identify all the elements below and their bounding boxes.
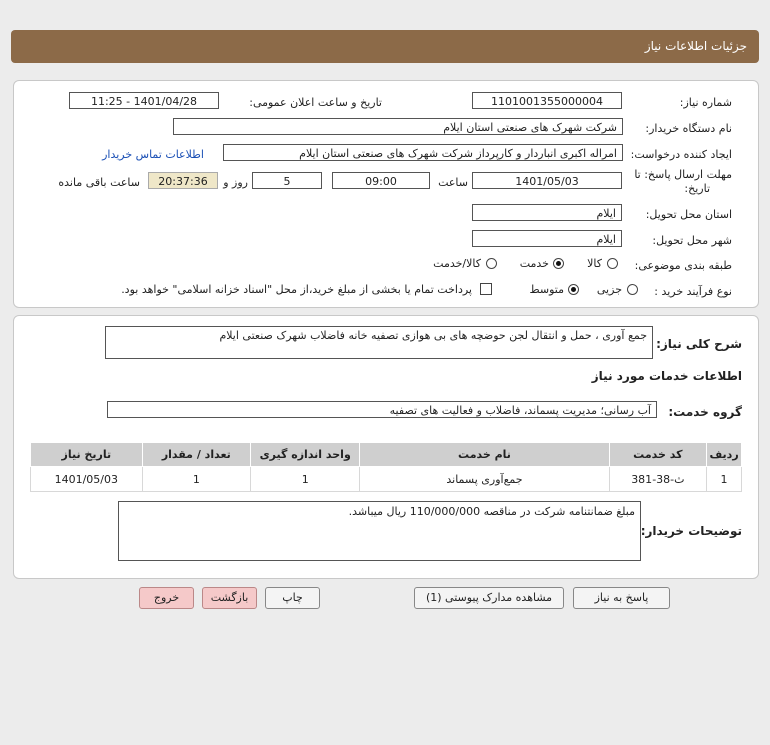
city-field: ایلام [472, 230, 622, 247]
category-option-goods: کالا [587, 257, 602, 270]
cell-date: 1401/05/03 [31, 467, 143, 492]
service-group-field: آب رسانی؛ مدیریت پسماند، فاضلاب و فعالیت های تصفیه [107, 401, 657, 418]
process-radio-medium[interactable] [568, 284, 579, 295]
creator-field: امراله اکبری انباردار و کارپرداز شرکت شهرک های صنعتی استان ایلام [223, 144, 623, 161]
services-table [30, 442, 742, 492]
col-qty-header: تعداد / مقدار [142, 443, 250, 467]
process-option-medium: متوسط [529, 283, 564, 296]
deadline-label-date: تاریخ: [684, 182, 710, 195]
category-option-service: خدمت [519, 257, 549, 270]
treasury-payment-checkbox[interactable] [480, 283, 492, 295]
col-unit-header: واحد اندازه گیری [250, 443, 359, 467]
cell-name: جمع‌آوری پسماند [360, 467, 609, 492]
buyer-desc-field: مبلغ ضمانتنامه شرکت در مناقصه 110/000/000 ریال میباشد. [118, 501, 641, 561]
deadline-date-field: 1401/05/03 [472, 172, 622, 189]
summary-field: جمع آوری ، حمل و انتقال لجن حوضچه های بی هوازی تصفیه خانه فاضلاب شهرک صنعتی ایلام [105, 326, 653, 359]
province-label: استان محل تحویل: [645, 208, 732, 221]
page-header [11, 30, 759, 63]
deadline-time-label: ساعت [438, 176, 468, 189]
cell-qty: 1 [142, 467, 250, 492]
deadline-label: مهلت ارسال پاسخ: تا [634, 168, 732, 181]
table-row [31, 467, 742, 492]
services-section-title: اطلاعات خدمات مورد نیاز [591, 369, 742, 383]
reply-button[interactable]: پاسخ به نیاز [573, 587, 670, 609]
info-panel [13, 80, 759, 308]
category-radio-service[interactable] [553, 258, 564, 269]
need-number-field: 1101001355000004 [472, 92, 622, 109]
process-option-minor: جزیی [596, 283, 622, 296]
col-name-header: نام خدمت [360, 443, 609, 467]
days-field: 5 [252, 172, 322, 189]
table-header-row [31, 443, 742, 467]
category-radio-goods-service[interactable] [486, 258, 497, 269]
category-option-goods-service: کالا/خدمت [433, 257, 481, 270]
announce-label: تاریخ و ساعت اعلان عمومی: [249, 96, 382, 109]
process-radio-minor[interactable] [627, 284, 638, 295]
service-group-label: گروه خدمت: [668, 405, 742, 419]
cell-row: 1 [707, 467, 742, 492]
deadline-time-field: 09:00 [332, 172, 430, 189]
col-date-header: تاریخ نیاز [31, 443, 143, 467]
process-label: نوع فرآیند خرید : [654, 285, 732, 298]
col-code-header: کد خدمت [609, 443, 707, 467]
summary-label: شرح کلی نیاز: [656, 337, 742, 351]
remaining-time-field: 20:37:36 [148, 172, 218, 189]
announce-field: 1401/04/28 - 11:25 [69, 92, 219, 109]
city-label: شهر محل تحویل: [652, 234, 732, 247]
cell-code: ث-38-381 [609, 467, 707, 492]
need-number-label: شماره نیاز: [679, 96, 732, 109]
cell-unit: 1 [250, 467, 359, 492]
treasury-payment-note: پرداخت تمام یا بخشی از مبلغ خرید،از محل "اسناد خزانه اسلامی" خواهد بود. [121, 283, 472, 296]
buyer-org-field: شرکت شهرک های صنعتی استان ایلام [173, 118, 623, 135]
view-attachments-button[interactable]: مشاهده مدارک پیوستی (1) [414, 587, 564, 609]
buyer-org-label: نام دستگاه خریدار: [645, 122, 732, 135]
print-button[interactable]: چاپ [265, 587, 320, 609]
remaining-label: ساعت باقی مانده [58, 176, 140, 189]
category-label: طبقه بندی موضوعی: [634, 259, 732, 272]
days-label: روز و [223, 176, 248, 189]
back-button[interactable]: بازگشت [202, 587, 257, 609]
buyer-contact-link[interactable]: اطلاعات تماس خریدار [102, 148, 204, 161]
category-radio-goods[interactable] [607, 258, 618, 269]
buyer-desc-label: توضیحات خریدار: [640, 524, 742, 538]
province-field: ایلام [472, 204, 622, 221]
creator-label: ایجاد کننده درخواست: [630, 148, 732, 161]
exit-button[interactable]: خروج [139, 587, 194, 609]
page-title: جزئیات اطلاعات نیاز [644, 39, 747, 53]
col-row-header: ردیف [707, 443, 742, 467]
